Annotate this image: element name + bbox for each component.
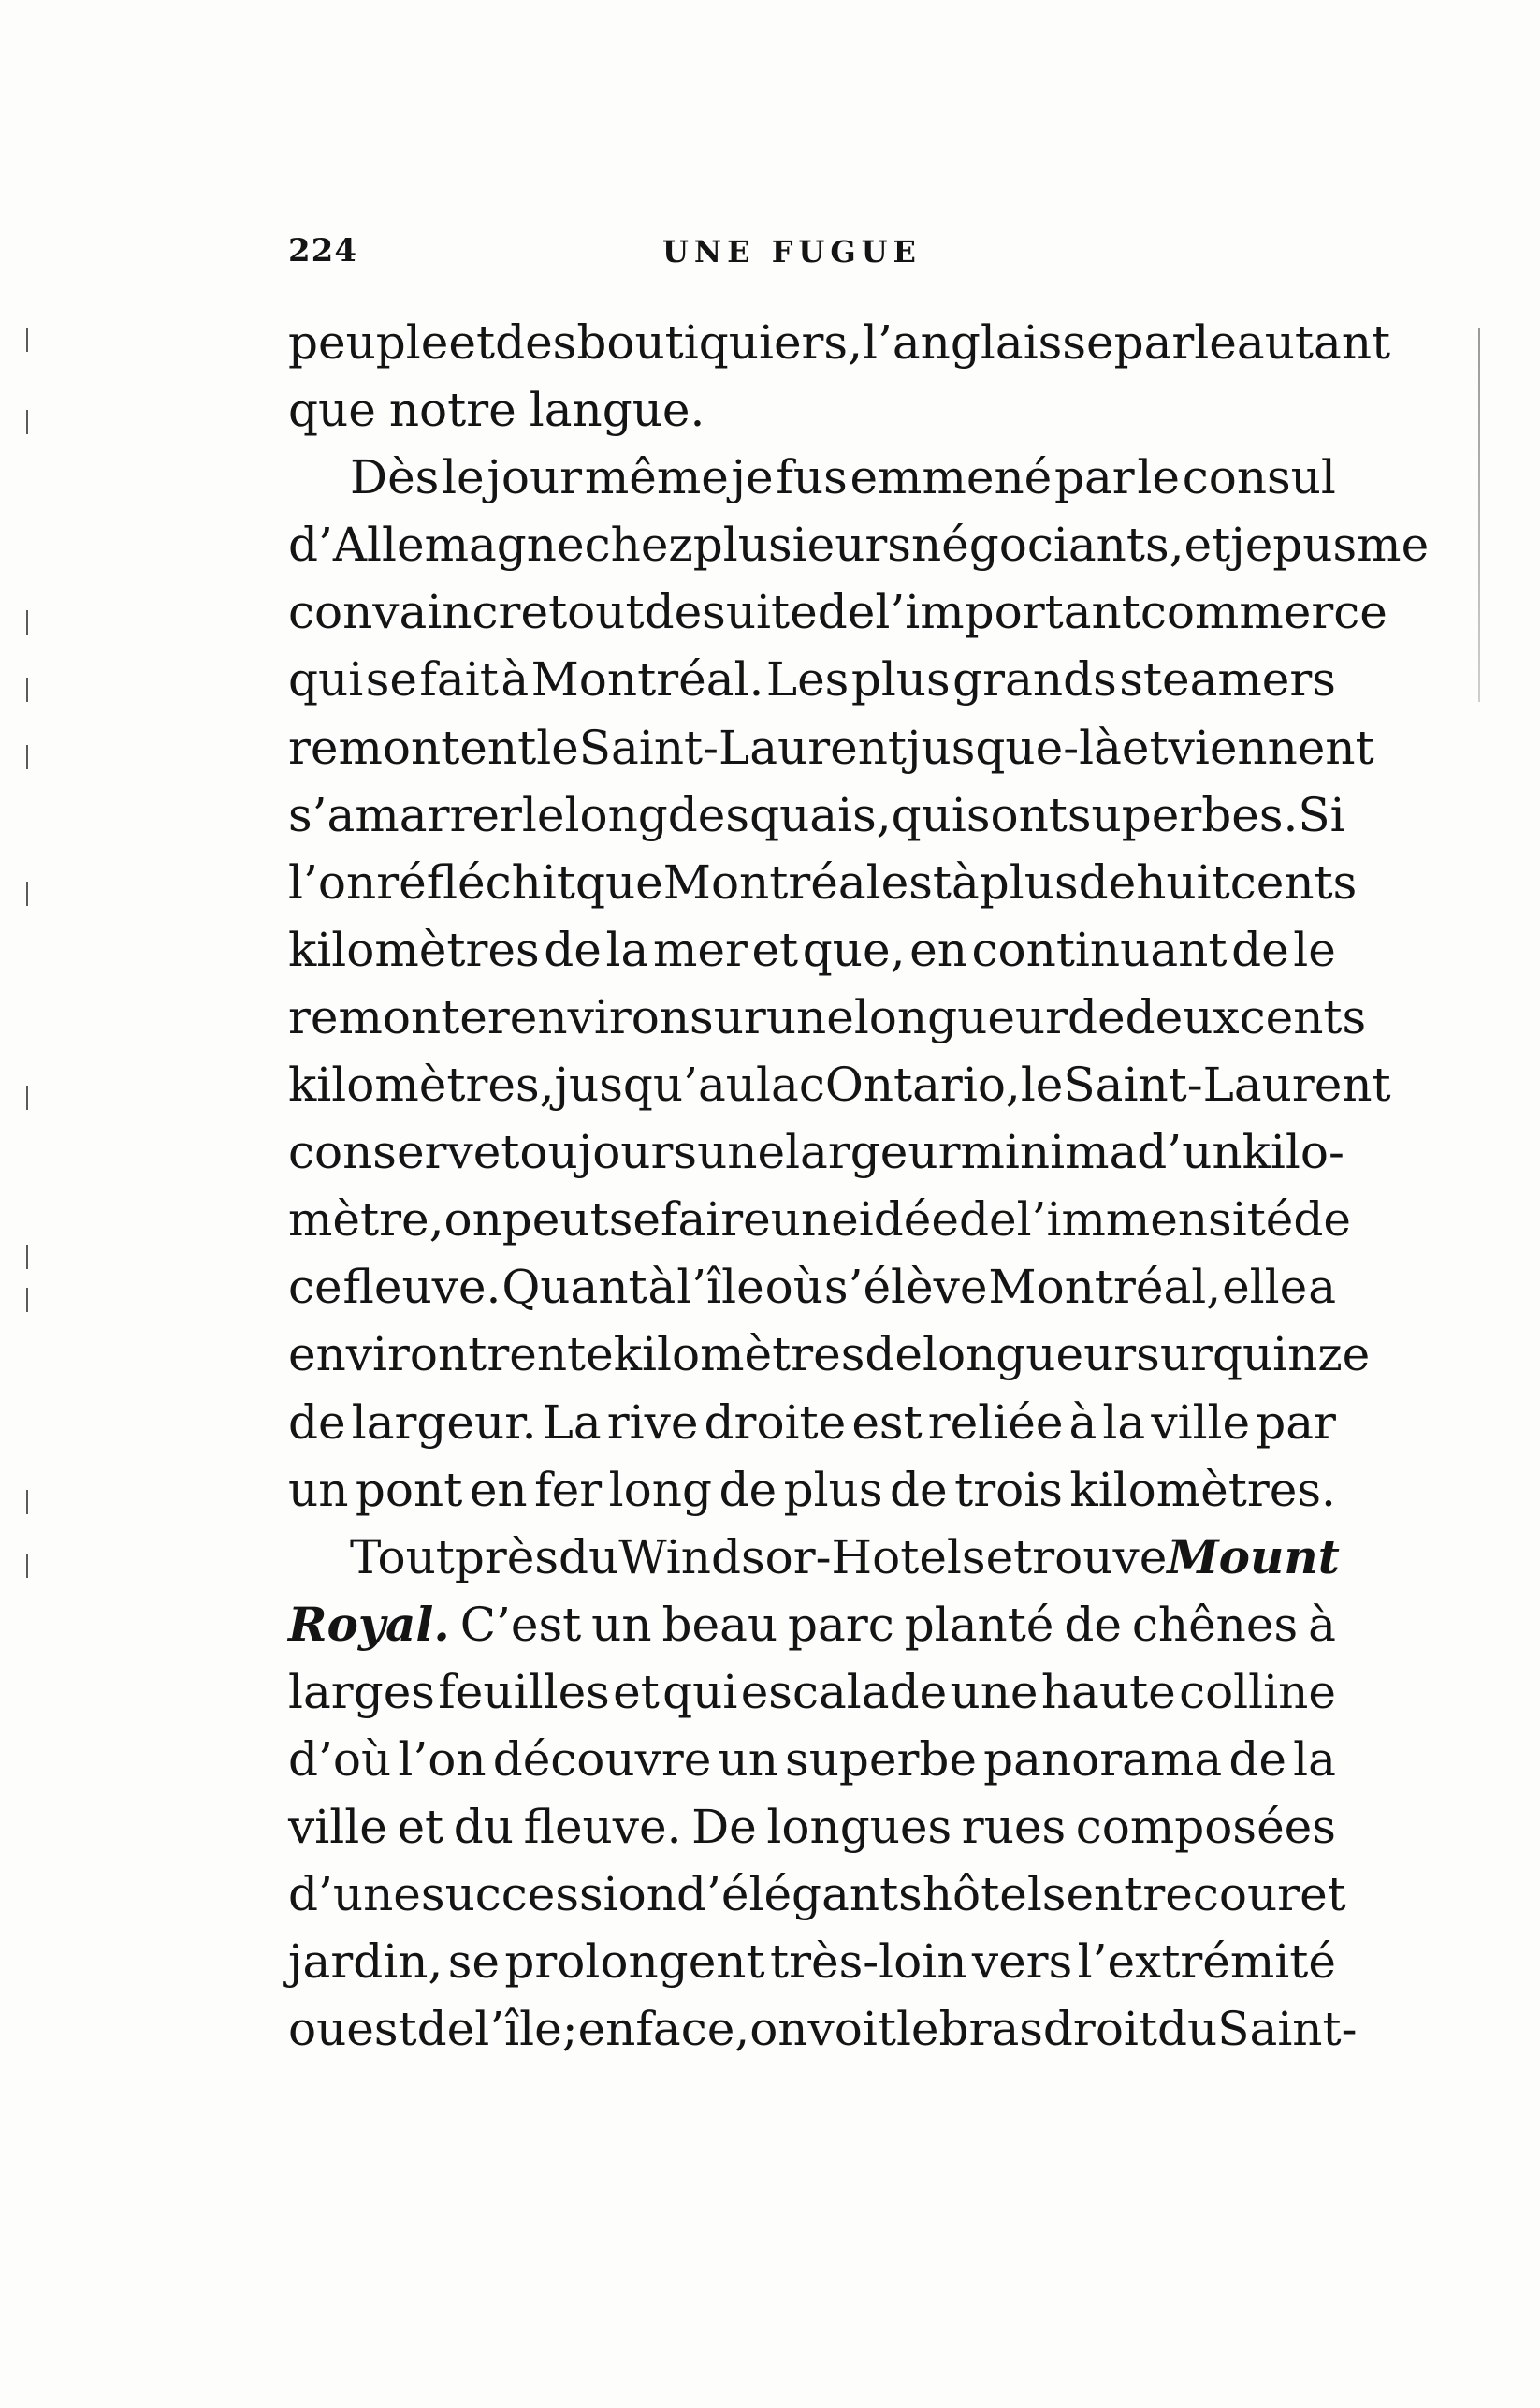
- word: que: [574, 854, 663, 910]
- word: continuant: [971, 922, 1228, 977]
- word: d’une: [288, 1867, 421, 1922]
- word: une: [765, 989, 854, 1044]
- word: de: [416, 2002, 475, 2057]
- word: elle: [1222, 1260, 1308, 1315]
- word: haute: [1040, 1664, 1176, 1719]
- word: de: [288, 1394, 346, 1450]
- word: remonter: [288, 989, 510, 1044]
- word: l’île;: [474, 2002, 578, 2057]
- word: Tout: [350, 1529, 455, 1584]
- word: plus: [979, 854, 1079, 910]
- text-line: [288, 511, 1430, 578]
- word: peuple: [288, 315, 449, 370]
- word: sur: [690, 989, 766, 1044]
- text-line: [288, 1253, 1336, 1321]
- word: de: [544, 922, 602, 977]
- word: Royal.: [288, 1596, 450, 1652]
- word: fleuve.: [342, 1260, 501, 1315]
- word: largeur.: [351, 1394, 537, 1450]
- word: largeur: [785, 1125, 961, 1180]
- body-text: [288, 309, 1430, 2063]
- word: suite: [702, 585, 818, 640]
- word: longueur: [853, 989, 1068, 1044]
- text-line: [288, 578, 1387, 646]
- word: de: [1228, 1731, 1286, 1787]
- word: découvre: [492, 1731, 712, 1787]
- text-line: [288, 1793, 1336, 1861]
- word: ouest: [288, 2002, 417, 2057]
- word: hôtels: [922, 1867, 1067, 1922]
- word: que: [288, 383, 376, 438]
- word: l’on: [398, 1731, 487, 1787]
- word: du: [1157, 2002, 1218, 2057]
- word: négociants,: [910, 518, 1184, 573]
- word: remontent: [288, 720, 537, 775]
- word: plus: [850, 652, 951, 708]
- word: me: [1357, 518, 1430, 573]
- word: consul: [1182, 450, 1336, 505]
- word: de: [1078, 854, 1137, 910]
- word: du: [559, 1529, 619, 1584]
- text-line: [288, 984, 1367, 1051]
- word: superbes.: [1067, 787, 1299, 842]
- word: la: [1293, 1731, 1336, 1787]
- word: viennent: [1168, 720, 1374, 775]
- word: Saint-: [1217, 2002, 1358, 2057]
- word: en: [577, 2002, 636, 2057]
- word: larges: [288, 1664, 435, 1719]
- word: composées: [1075, 1800, 1336, 1855]
- word: notre: [388, 383, 516, 438]
- text-line: [288, 646, 1336, 713]
- word: pus: [1272, 518, 1358, 573]
- word: de: [864, 1327, 923, 1382]
- word: succession: [420, 1867, 676, 1922]
- word: Montréal: [662, 854, 881, 910]
- text-line: [288, 714, 1374, 781]
- text-line: [288, 1389, 1336, 1456]
- word: le: [442, 450, 485, 505]
- word: a: [1308, 1260, 1336, 1315]
- word: le: [536, 720, 579, 775]
- word: escalade: [740, 1664, 948, 1719]
- word: grands: [952, 652, 1117, 708]
- word: et: [1300, 1867, 1346, 1922]
- word: de: [1064, 1597, 1122, 1652]
- word: deux: [1125, 989, 1240, 1044]
- word: une: [950, 1664, 1039, 1719]
- word: long: [564, 787, 668, 842]
- word: kilo-: [1242, 1125, 1344, 1180]
- word: on: [443, 1192, 502, 1248]
- word: un: [288, 1462, 349, 1517]
- word: l’île: [676, 1260, 764, 1315]
- word: on: [749, 2002, 808, 2057]
- page-number: 224: [288, 232, 357, 270]
- word: kilomètres: [613, 1327, 865, 1382]
- word: pont: [355, 1462, 463, 1517]
- word: de: [1231, 922, 1289, 977]
- text-line: [288, 309, 1391, 376]
- word: le: [1293, 922, 1336, 977]
- running-header: [288, 232, 1336, 288]
- word: toujours: [501, 1125, 698, 1180]
- word: de: [719, 1462, 777, 1517]
- word: trente: [468, 1327, 614, 1382]
- word: réfléchit: [376, 854, 575, 910]
- text-line: [288, 1321, 1371, 1388]
- word: kilomètres.: [1069, 1462, 1336, 1517]
- word: à: [501, 652, 530, 708]
- word: huit: [1136, 854, 1230, 910]
- word: fus: [776, 450, 848, 505]
- word: d’où: [288, 1731, 392, 1787]
- word: commerce: [1140, 585, 1387, 640]
- word: tout: [548, 585, 645, 640]
- word: fait: [419, 652, 499, 708]
- word: face,: [635, 2002, 750, 2057]
- word: sont: [966, 787, 1068, 842]
- word: voit: [807, 2002, 896, 2057]
- word: et: [448, 315, 496, 370]
- word: C’est: [459, 1597, 582, 1652]
- word: Ontario,: [824, 1058, 1021, 1113]
- word: trois: [954, 1462, 1063, 1517]
- text-line: [288, 1456, 1336, 1524]
- word: environ: [288, 1327, 469, 1382]
- word: s’amarrer: [288, 787, 522, 842]
- word: lac: [756, 1058, 825, 1113]
- word: rues: [961, 1800, 1067, 1855]
- word: d’élégants: [676, 1867, 923, 1922]
- word: cents: [1229, 854, 1358, 910]
- word: la: [1102, 1394, 1146, 1450]
- word: bras: [938, 2002, 1043, 2057]
- word: cents: [1239, 989, 1367, 1044]
- word: Quant: [501, 1260, 647, 1315]
- word: même: [584, 450, 729, 505]
- word: l’anglais: [862, 315, 1063, 370]
- word: d’Allemagne: [288, 518, 585, 573]
- word: est: [880, 854, 952, 910]
- word: Les: [765, 652, 850, 708]
- word: minima: [960, 1125, 1138, 1180]
- word: je: [1230, 518, 1273, 573]
- text-line: [288, 1524, 1340, 1591]
- word: peut: [501, 1192, 609, 1248]
- word: ce: [288, 1260, 342, 1315]
- word: plus: [783, 1462, 883, 1517]
- word: et: [751, 922, 799, 977]
- word: que,: [802, 922, 906, 977]
- word: feuilles: [438, 1664, 610, 1719]
- word: faire: [660, 1192, 771, 1248]
- word: et: [1121, 720, 1169, 775]
- word: plusieurs: [692, 518, 911, 573]
- word: ville: [1151, 1394, 1251, 1450]
- word: longueur: [922, 1327, 1137, 1382]
- word: Saint-Laurent: [1063, 1058, 1391, 1113]
- word: est: [851, 1394, 923, 1450]
- word: se: [608, 1192, 661, 1248]
- word: le: [1137, 450, 1180, 505]
- word: de: [1068, 989, 1126, 1044]
- word: superbe: [785, 1731, 978, 1787]
- word: mer: [652, 922, 748, 977]
- text-line: [288, 1118, 1344, 1186]
- word: panorama: [983, 1731, 1223, 1787]
- word: d’un: [1137, 1125, 1242, 1180]
- binding-marks: [26, 309, 34, 1666]
- word: où: [764, 1260, 823, 1315]
- word: vers: [971, 1934, 1073, 1990]
- text-line: [288, 1051, 1391, 1118]
- word: cour: [1192, 1867, 1300, 1922]
- word: reliée: [927, 1394, 1064, 1450]
- word: Mount: [1167, 1528, 1340, 1584]
- word: steamers: [1119, 652, 1336, 708]
- word: Si: [1298, 787, 1345, 842]
- word: se: [1062, 315, 1114, 370]
- word: du: [453, 1800, 514, 1855]
- word: s’élève: [823, 1260, 988, 1315]
- word: par: [1256, 1394, 1336, 1450]
- word: boutiquiers,: [576, 315, 863, 370]
- word: l’immensité: [1016, 1192, 1294, 1248]
- word: à: [1068, 1394, 1097, 1450]
- word: quinze: [1212, 1327, 1371, 1382]
- text-line: [288, 1186, 1351, 1253]
- word: et: [613, 1664, 660, 1719]
- word: une: [697, 1125, 786, 1180]
- word: une: [770, 1192, 859, 1248]
- text-line: [288, 916, 1336, 984]
- word: jusque-là: [907, 720, 1122, 775]
- word: De: [691, 1800, 757, 1855]
- word: le: [1020, 1058, 1064, 1113]
- word: de: [644, 585, 703, 640]
- word: en: [909, 922, 967, 977]
- word: Dès: [350, 450, 440, 505]
- text-line: [288, 849, 1358, 916]
- text-line: [288, 1658, 1336, 1726]
- word: droite: [704, 1394, 847, 1450]
- word: se: [961, 1529, 1014, 1584]
- text-line: [288, 1995, 1358, 2063]
- word: et: [397, 1800, 444, 1855]
- word: ville: [288, 1800, 387, 1855]
- word: fleuve.: [523, 1800, 682, 1855]
- running-title: UNE FUGUE: [662, 234, 922, 270]
- word: l’important: [875, 585, 1140, 640]
- word: fer: [534, 1462, 603, 1517]
- word: en: [469, 1462, 528, 1517]
- word: qui: [891, 787, 966, 842]
- word: très-loin: [769, 1934, 967, 1990]
- word: chez: [584, 518, 693, 573]
- word: prolongent: [504, 1934, 765, 1990]
- word: qui: [288, 652, 364, 708]
- word: kilomètres,: [288, 1058, 555, 1113]
- text-line: [288, 444, 1336, 511]
- word: de: [958, 1192, 1017, 1248]
- word: l’extrémité: [1077, 1934, 1336, 1990]
- word: langue.: [529, 383, 705, 438]
- word: idée: [858, 1192, 959, 1248]
- text-line: [288, 1928, 1336, 1995]
- word: parc: [788, 1597, 894, 1652]
- text-line: [288, 781, 1345, 849]
- word: Montréal.: [530, 652, 764, 708]
- word: des: [495, 315, 577, 370]
- word: environ: [509, 989, 690, 1044]
- word: droit: [1042, 2002, 1158, 2057]
- text-line: [288, 376, 1336, 444]
- word: un: [718, 1731, 778, 1787]
- word: de: [1293, 1192, 1351, 1248]
- word: la: [605, 922, 649, 977]
- word: kilomètres: [288, 922, 540, 977]
- word: et: [1184, 518, 1231, 573]
- page-edge-shadow: [1478, 328, 1480, 702]
- word: emmené: [850, 450, 1053, 505]
- word: parle: [1113, 315, 1237, 370]
- word: trouve: [1013, 1529, 1168, 1584]
- word: des: [667, 787, 750, 842]
- word: de: [890, 1462, 948, 1517]
- word: le: [895, 2002, 939, 2057]
- word: le: [521, 787, 565, 842]
- word: Montréal,: [988, 1260, 1222, 1315]
- word: un: [591, 1597, 652, 1652]
- word: long: [608, 1462, 712, 1517]
- word: conserve: [288, 1125, 501, 1180]
- word: je: [731, 450, 774, 505]
- word: autant: [1236, 315, 1391, 370]
- word: l’on: [288, 854, 377, 910]
- word: La: [542, 1394, 602, 1450]
- word: qui: [662, 1664, 738, 1719]
- word: se: [365, 652, 417, 708]
- word: Saint-Laurent: [578, 720, 908, 775]
- word: à: [951, 854, 980, 910]
- text-line: [288, 1726, 1336, 1793]
- word: à: [1308, 1597, 1336, 1652]
- word: de: [817, 585, 876, 640]
- word: jusqu’au: [554, 1058, 757, 1113]
- word: rive: [606, 1394, 699, 1450]
- word: quais,: [749, 787, 892, 842]
- word: planté: [904, 1597, 1054, 1652]
- word: colline: [1179, 1664, 1336, 1719]
- word: entre: [1066, 1867, 1193, 1922]
- word: sur: [1136, 1327, 1213, 1382]
- word: chênes: [1131, 1597, 1299, 1652]
- word: par: [1053, 450, 1135, 505]
- word: beau: [661, 1597, 778, 1652]
- word: longues: [766, 1800, 952, 1855]
- word: Windsor-Hotel: [618, 1529, 962, 1584]
- word: à: [647, 1260, 676, 1315]
- word: mètre,: [288, 1192, 444, 1248]
- word: se: [447, 1934, 500, 1990]
- word: convaincre: [288, 585, 549, 640]
- word: jour: [487, 450, 583, 505]
- text-line: [288, 1591, 1336, 1658]
- text-line: [288, 1861, 1346, 1928]
- word: près: [454, 1529, 559, 1584]
- word: jardin,: [288, 1934, 443, 1990]
